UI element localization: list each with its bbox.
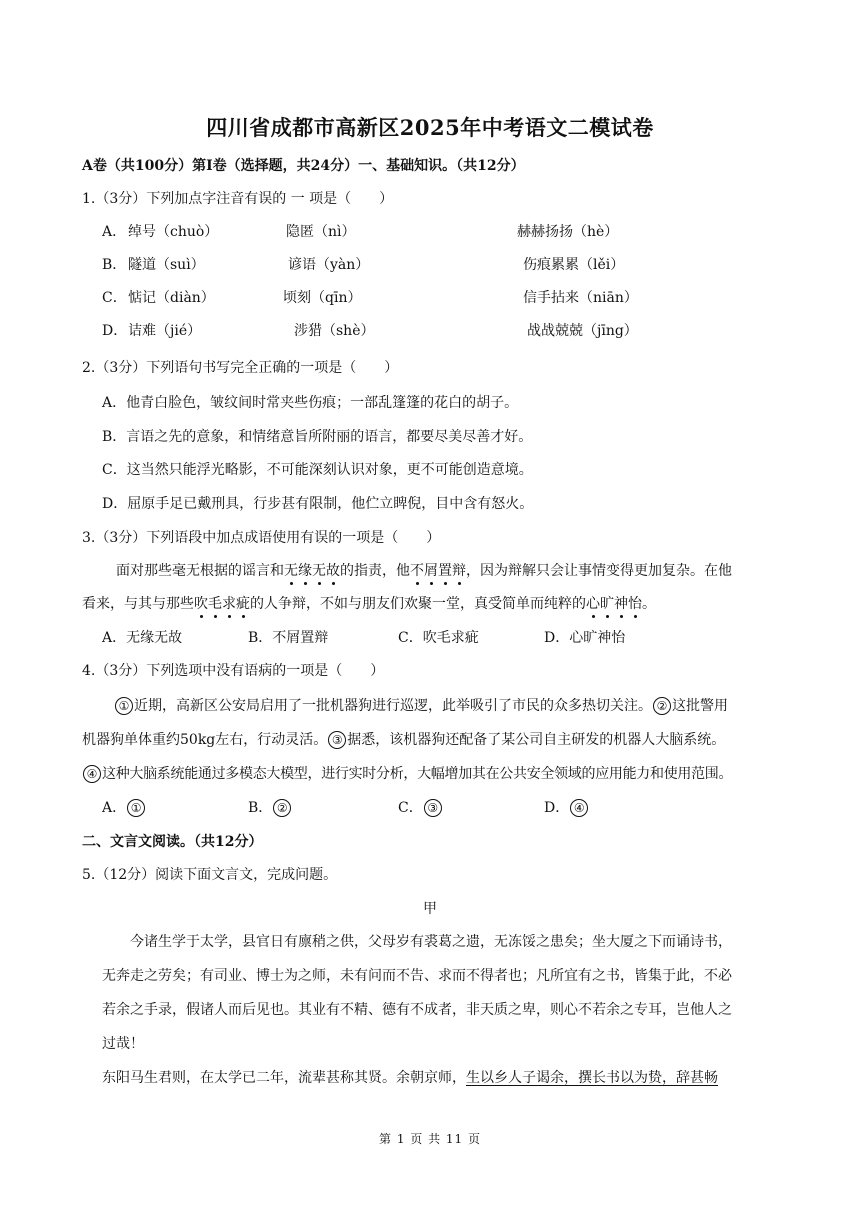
emphasis-char: 屑	[424, 563, 438, 579]
emphasis-char: 旷	[600, 596, 614, 612]
q1-option-a-choice-1: 绰号（chuò）	[128, 224, 219, 240]
q1-option-a-label: A．	[102, 224, 127, 240]
q1-option-c-choice-1: 惦记（diàn）	[128, 290, 215, 306]
passage-line-5	[102, 1068, 718, 1088]
q1-option-d-choice-2: 涉猎（shè）	[294, 323, 375, 339]
q3-text: 。	[642, 596, 656, 612]
emphasis-char: 吹	[194, 596, 208, 612]
q2-option-b: B．言语之先的意象，和情绪意旨所附丽的语言，都要尽美尽善才好。	[102, 429, 533, 445]
q3-text: 看来，与其与那些	[82, 596, 194, 612]
emphasis-char: 不	[410, 563, 424, 579]
q1-option-b-choice-1: 隧道（suì）	[128, 257, 205, 273]
q4-sentence-number-1: ①	[115, 697, 133, 715]
q3-option-a: A．无缘无故	[102, 630, 183, 646]
emphasis-char: 疵	[236, 596, 250, 612]
q4-option-a-label: A．	[102, 800, 127, 816]
q4-option-a	[102, 798, 146, 818]
emphasis-char: 无	[312, 563, 326, 579]
q2-option-a: A．他青白脸色，皱纹间时常夹些伤痕；一部乱篷篷的花白的胡子。	[102, 395, 519, 411]
passage-jia-heading: 甲	[423, 901, 437, 917]
q4-option-c-number: ③	[424, 799, 442, 817]
section-2-header: 二、文言文阅读。（共12分）	[82, 834, 263, 850]
q5-stem: 5.（12分）阅读下面文言文，完成问题。	[82, 867, 338, 883]
passage-line-1: 今诸生学于太学，县官日有廪稍之供，父母岁有裘葛之遗，无冻馁之患矣；坐大厦之下而诵诗书，	[130, 934, 732, 950]
q4-passage-line-3	[82, 764, 732, 784]
q4-sentence-2b: 机器狗单体重约50kg左右，行动灵活。	[82, 732, 328, 748]
q3-text: 的人争辩，不如与朋友们欢聚一堂，真受简单而纯粹的	[250, 596, 586, 612]
q3-text: 面对那些毫无根据的谣言和	[116, 563, 284, 579]
emphasis-char: 辩	[452, 563, 466, 579]
q4-sentence-3: 据悉，该机器狗还配备了某公司自主研发的机器人大脑系统。	[347, 732, 726, 748]
q4-option-c-label: C．	[398, 800, 423, 816]
q4-sentence-number-4: ④	[83, 765, 101, 783]
q3-text: ，因为辩解只会让事情变得更加复杂。在他	[466, 563, 732, 579]
q3-option-d: D．心旷神怡	[544, 630, 626, 646]
q2-option-c: C．这当然只能浮光略影，不可能深刻认识对象，更不可能创造意境。	[102, 462, 533, 478]
emphasis-char: 无	[284, 563, 298, 579]
underlined-sentence: 生以乡人子谒余，撰长书以为贽，辞甚畅	[466, 1070, 718, 1086]
q4-sentence-1: 近期，高新区公安局启用了一批机器狗进行巡逻，此举吸引了市民的众多热切关注。	[134, 698, 652, 714]
q1-stem: 1.（3分）下列加点字注音有误的 一 项是（ ）	[82, 191, 394, 207]
q3-stem: 3.（3分）下列语段中加点成语使用有误的一项是（ ）	[82, 530, 441, 546]
emphasis-char: 缘	[298, 563, 312, 579]
q4-option-b-label: B．	[248, 800, 273, 816]
q4-sentence-4: 这种大脑系统能通过多模态大模型，进行实时分析，大幅增加其在公共安全领域的应用能力和使用范围。	[102, 766, 733, 782]
q3-text: 的指责，他	[340, 563, 410, 579]
q4-passage-line-2	[82, 730, 725, 750]
q4-option-c	[398, 798, 443, 818]
q4-option-d-number: ④	[570, 799, 588, 817]
q4-option-d	[544, 798, 589, 818]
emphasis-char: 怡	[628, 596, 642, 612]
q1-option-b-choice-2: 谚语（yàn）	[288, 257, 370, 273]
passage-line-2: 无奔走之劳矣；有司业、博士为之师，未有问而不告、求而不得者也；凡所宜有之书，皆集于此，不必	[102, 968, 732, 984]
q3-passage-line-2	[82, 594, 656, 614]
q1-option-d-label: D．	[102, 323, 128, 339]
page-footer: 第 1 页 共 11 页	[379, 1132, 481, 1146]
q1-option-b-label: B．	[102, 257, 127, 273]
q1-option-c-label: C．	[102, 290, 127, 306]
q3-option-c: C．吹毛求疵	[398, 630, 479, 646]
q3-passage-line-1	[116, 561, 732, 581]
q3-idiom-wuyuanwugu	[284, 563, 340, 579]
passage-text: 东阳马生君则，在太学已二年，流辈甚称其贤。余朝京师，	[102, 1070, 466, 1086]
q1-option-a-choice-3: 赫赫扬扬（hè）	[517, 224, 619, 240]
q4-sentence-number-2: ②	[653, 697, 671, 715]
emphasis-char: 故	[326, 563, 340, 579]
q1-option-c-choice-2: 顷刻（qīn）	[283, 290, 362, 306]
q4-option-b	[248, 798, 292, 818]
q4-sentence-number-3: ③	[328, 731, 346, 749]
q1-option-a-choice-2: 隐匿（nì）	[286, 224, 356, 240]
q1-option-d-choice-3: 战战兢兢（jīng）	[527, 323, 638, 339]
passage-line-3: 若余之手录，假诸人而后见也。其业有不精、德有不成者，非天质之卑，则心不若余之专耳，岂他人之	[102, 1002, 732, 1018]
q3-idiom-buxiezhibian	[410, 563, 466, 579]
q4-option-b-number: ②	[273, 799, 291, 817]
q2-stem: 2.（3分）下列语句书写完全正确的一项是（ ）	[82, 360, 399, 376]
q4-option-d-label: D．	[544, 800, 570, 816]
emphasis-char: 毛	[208, 596, 222, 612]
q4-passage-line-1	[114, 696, 728, 716]
page-title: 四川省成都市高新区2025年中考语文二模试卷	[206, 115, 654, 140]
q3-idiom-chuimaoqiuci	[194, 596, 250, 612]
q1-option-d-choice-1: 诘难（jié）	[128, 323, 202, 339]
q1-option-c-choice-3: 信手拈来（niān）	[523, 290, 638, 306]
q4-stem: 4.（3分）下列选项中没有语病的一项是（ ）	[82, 663, 385, 679]
emphasis-char: 心	[586, 596, 600, 612]
emphasis-char: 神	[614, 596, 628, 612]
q3-option-b: B．不屑置辩	[248, 630, 329, 646]
q4-sentence-2a: 这批警用	[672, 698, 728, 714]
emphasis-char: 求	[222, 596, 236, 612]
q1-option-b-choice-3: 伤痕累累（lěi）	[523, 257, 625, 273]
emphasis-char: 置	[438, 563, 452, 579]
section-header: A卷（共100分）第Ⅰ卷（选择题，共24分）一、基础知识。（共12分）	[82, 158, 525, 174]
q3-idiom-xinkuangshenyi	[586, 596, 642, 612]
q2-option-d: D．屈原手足已戴刑具，行步甚有限制，他伫立睥倪，目中含有怒火。	[102, 496, 534, 512]
passage-line-4: 过哉！	[102, 1036, 144, 1052]
q4-option-a-number: ①	[127, 799, 145, 817]
